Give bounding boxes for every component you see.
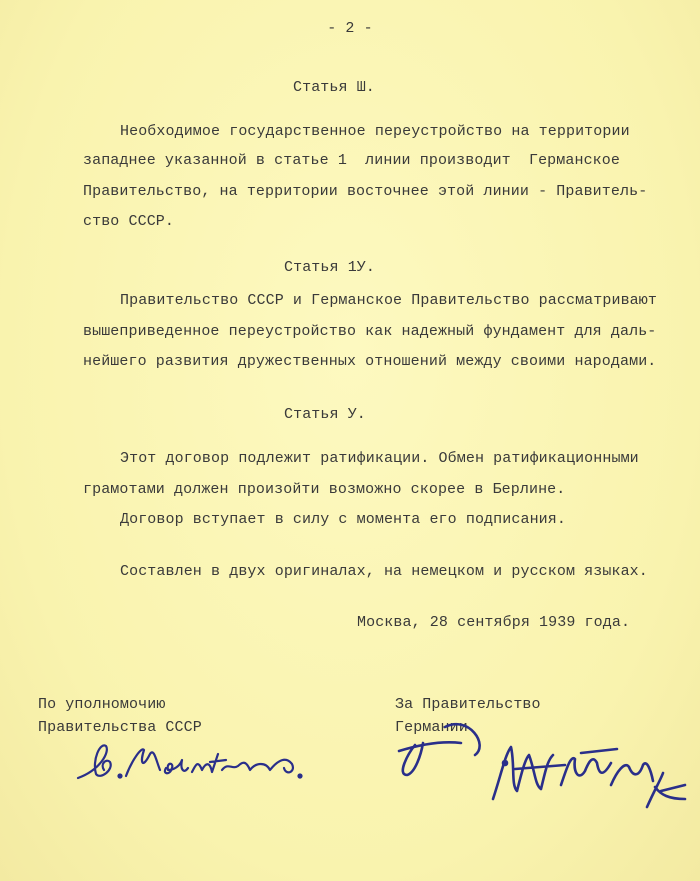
article-3-line: ство СССР. <box>83 213 175 230</box>
page-number: - 2 - <box>327 20 373 37</box>
article-3-line: Необходимое государственное переустройство на территории <box>120 123 630 140</box>
article-4-line: нейшего развития дружественных отношений между своими народами. <box>83 353 657 370</box>
article-5-line: Договор вступает в силу с момента его подписания. <box>120 511 566 528</box>
right-signatory-line1: За Правительство <box>395 696 541 713</box>
left-signatory-line1: По уполномочию <box>38 696 166 713</box>
article-4-line: вышеприведенное переустройство как надежный фундамент для даль- <box>83 323 657 340</box>
article-3-line: Правительство, на территории восточнее этой линии - Правитель- <box>83 183 648 200</box>
place-date: Москва, 28 сентября 1939 года. <box>357 614 631 631</box>
article-3-heading: Статья Ш. <box>293 79 375 96</box>
article-5-heading: Статья У. <box>284 406 366 423</box>
article-5-line: грамотами должен произойти возможно скорее в Берлине. <box>83 481 566 498</box>
article-4-line: Правительство СССР и Германское Правительство рассматривают <box>120 292 657 309</box>
left-signatory-line2: Правительства СССР <box>38 719 202 736</box>
ribbentrop-signature <box>385 715 695 810</box>
right-signatory-line2: Германии <box>395 719 468 736</box>
closing-statement: Составлен в двух оригиналах, на немецком и русском языках. <box>120 563 648 580</box>
article-4-heading: Статья 1У. <box>284 259 376 276</box>
article-5-line: Этот договор подлежит ратификации. Обмен ратификационными <box>120 450 639 467</box>
article-3-line: западнее указанной в статье 1 линии производит Германское <box>83 152 620 169</box>
molotov-signature <box>70 740 350 790</box>
